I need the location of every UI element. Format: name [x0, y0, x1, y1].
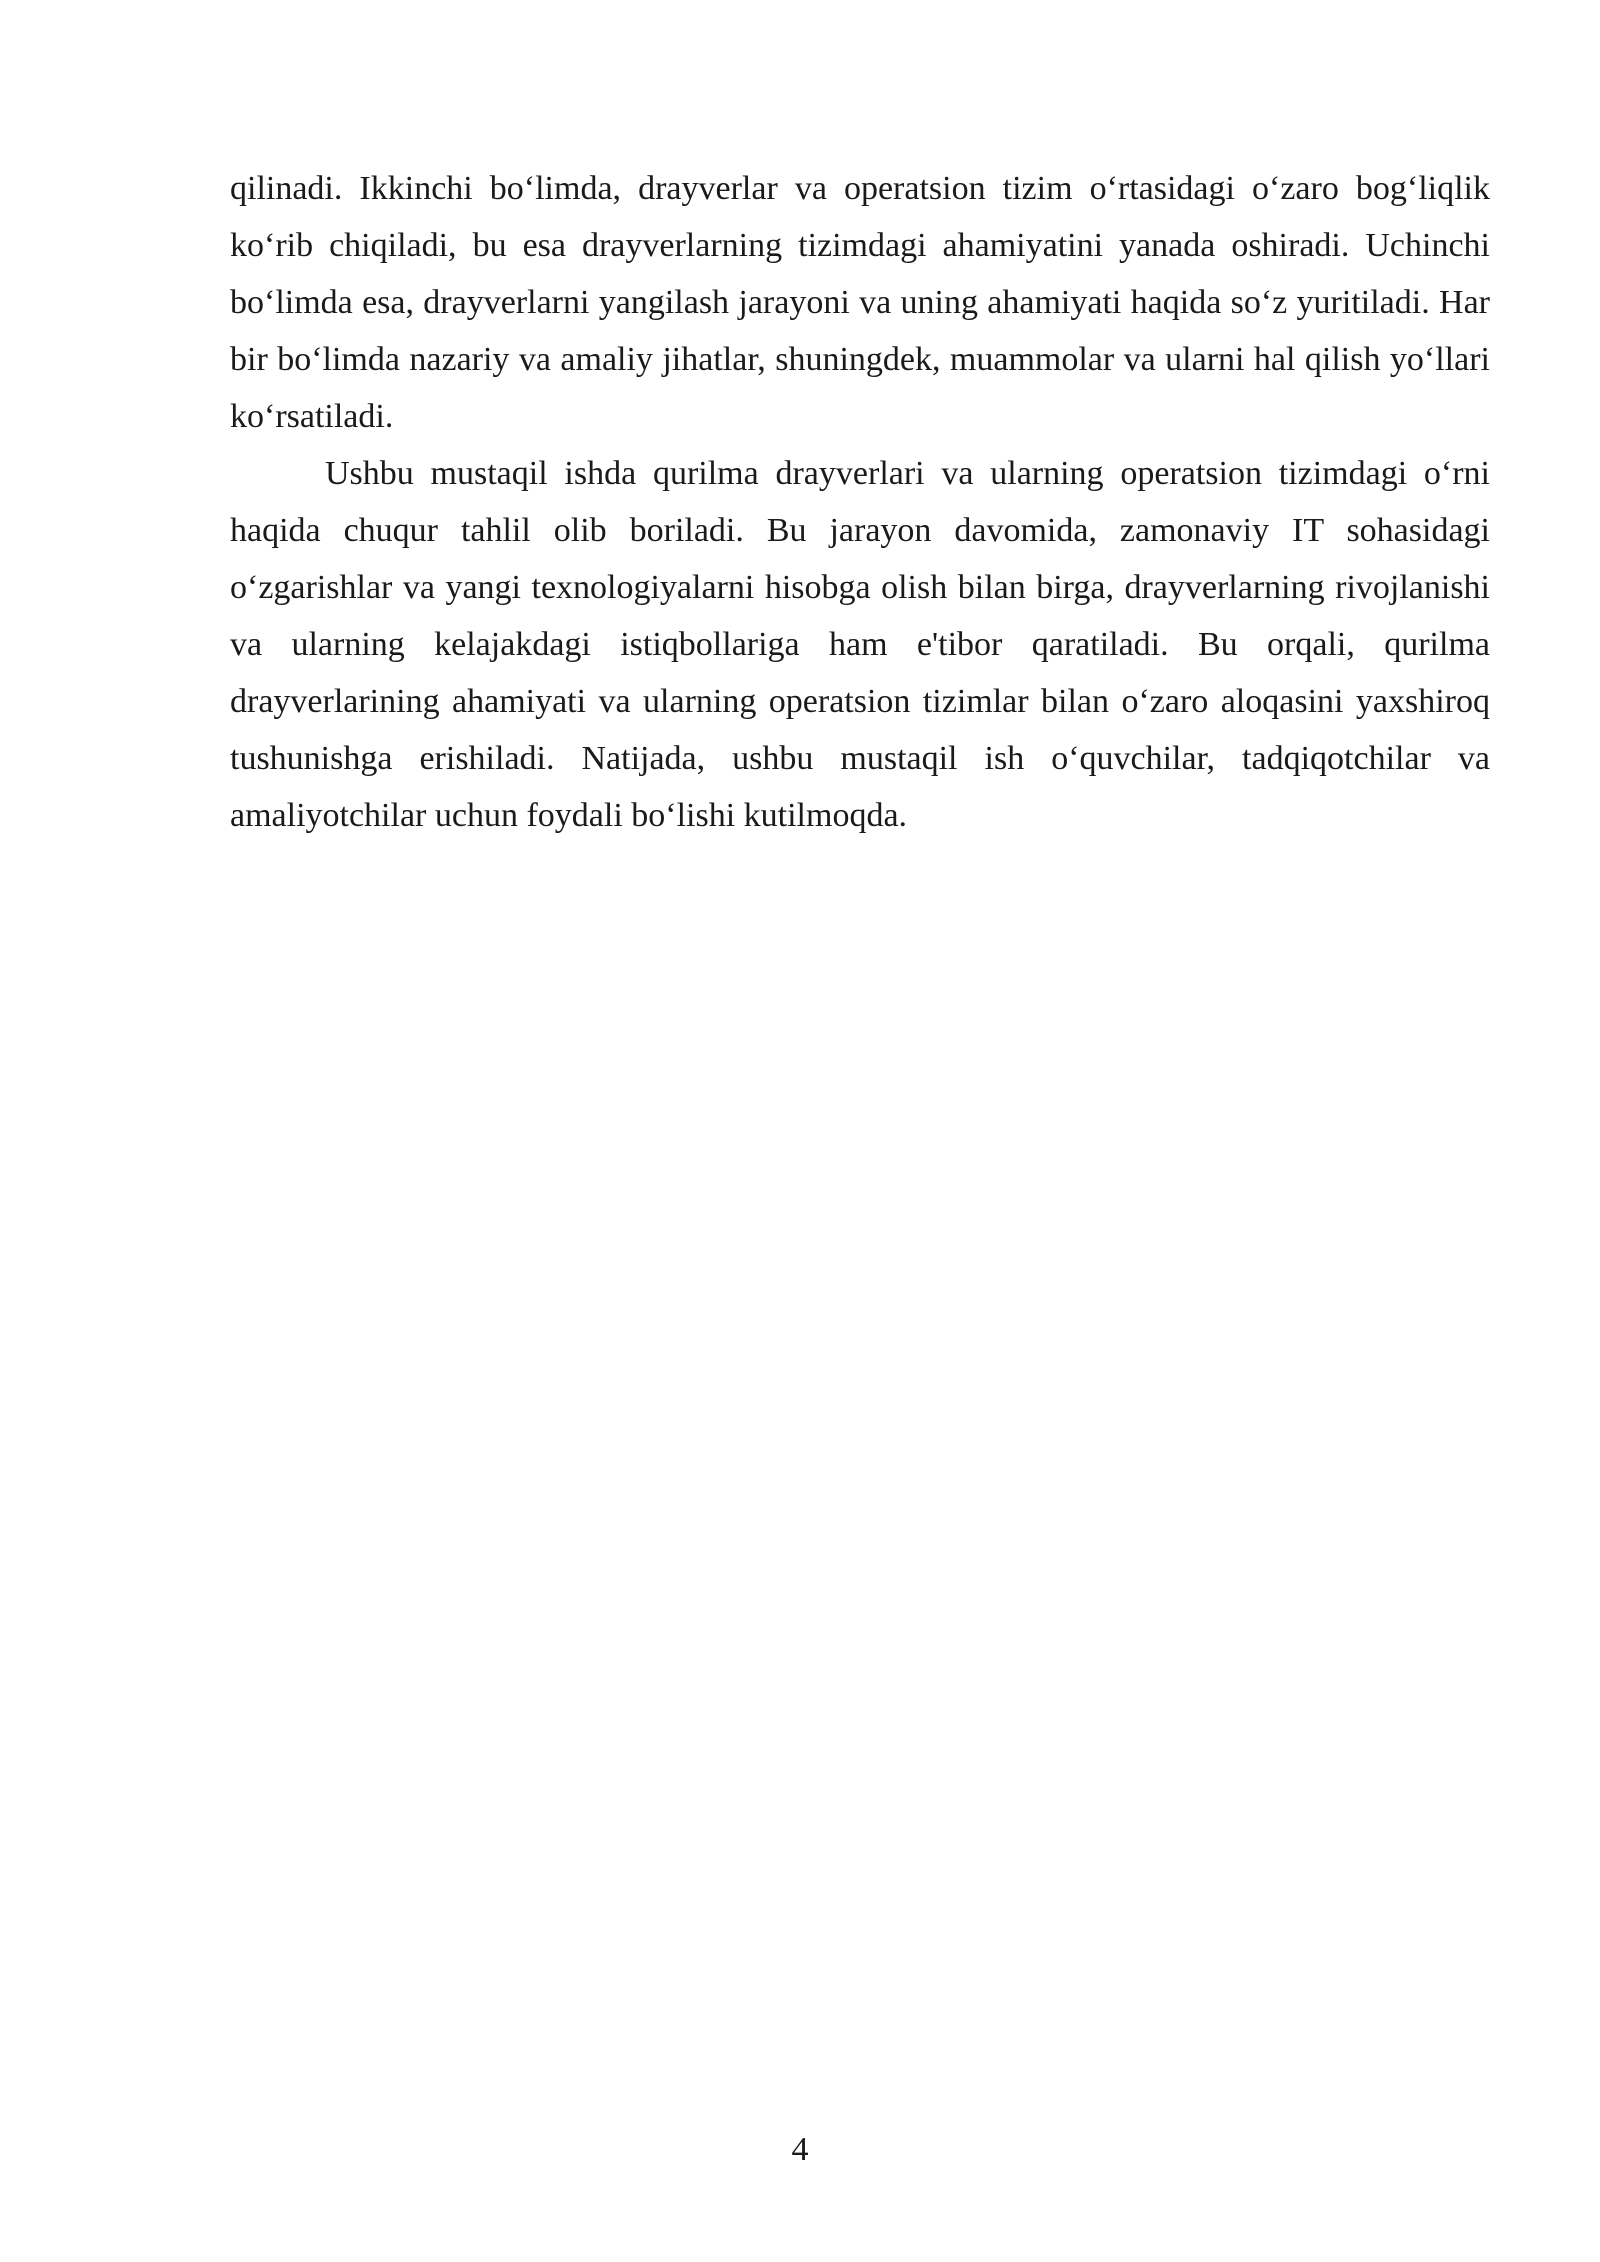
- paragraph: Ushbu mustaqil ishda qurilma drayverlari va ularning operatsion tizimdagi o‘rni haqida chuqur tahlil olib boriladi. Bu jarayon davomida, zamonaviy IT sohasidagi o‘zgarishlar va yangi texnologiyalarni hisobga olish bilan birga, drayverlarning rivojlanishi va ularning kelajakdagi istiqbollariga ham e'tibor qaratiladi. Bu orqali, qurilma drayverlarining ahamiyati va ularning operatsion tizimlar bilan o‘zaro aloqasini yaxshiroq tushunishga erishiladi. Natijada, ushbu mustaqil ish o‘quvchilar, tadqiqotchilar va amaliyotchilar uchun foydali bo‘lishi kutilmoqda.: [230, 455, 1490, 834]
- body-text: [230, 160, 1490, 844]
- page-number: 4: [791, 2131, 809, 2168]
- paragraph-continuation: qilinadi. Ikkinchi bo‘limda, drayverlar va operatsion tizim o‘rtasidagi o‘zaro bog‘liqlik ko‘rib chiqiladi, bu esa drayverlarning tizimdagi ahamiyatini yanada oshiradi. Uchinchi bo‘limda esa, drayverlarni yangilash jarayoni va uning ahamiyati haqida so‘z yuritiladi. Har bir bo‘limda nazariy va amaliy jihatlar, shuningdek, muammolar va ularni hal qilish yo‘llari ko‘rsatiladi.: [230, 170, 1490, 435]
